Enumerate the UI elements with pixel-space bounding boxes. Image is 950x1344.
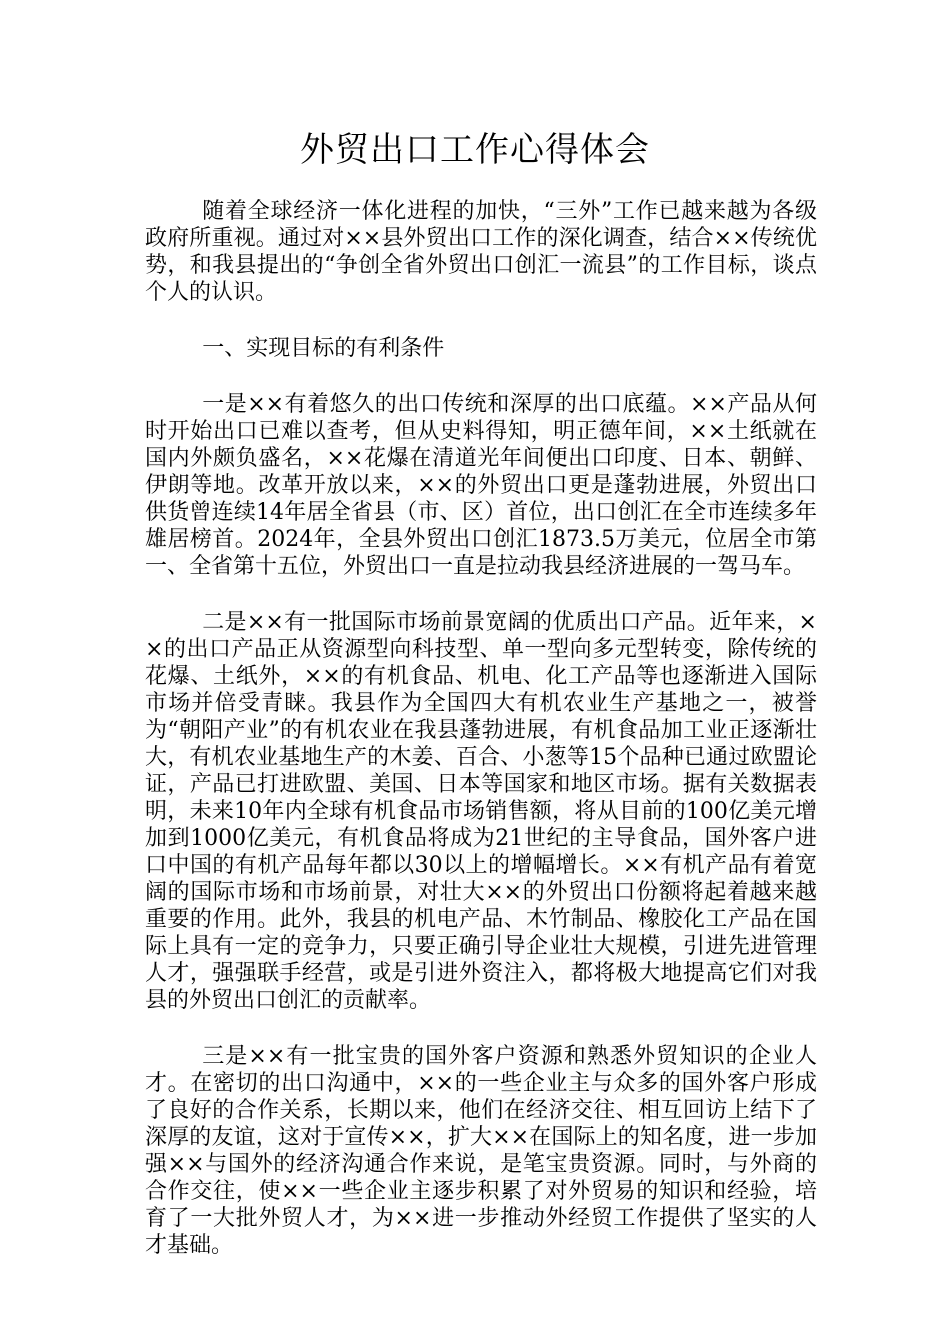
paragraph-point-2: 二是××有一批国际市场前景宽阔的优质出口产品。近年来，××的出口产品正从资源型向科技型、单一型向多元型转变，除传统的花爆、土纸外，××的有机食品、机电、化工产品等也逐渐进入国际市场并倍受青睐。我县作为全国四大有机农业生产基地之一，被誉为“朝阳产业”的有机农业在我县蓬勃进展，有机食品加工业正逐渐壮大，有机农业基地生产的木姜、百合、小葱等15个品种已通过欧盟论证，产品已打进欧盟、美国、日本等国家和地区市场。据有关数据表明，未来10年内全球有机食品市场销售额，将从目前的100亿美元增加到1000亿美元，有机食品将成为21世纪的主导食品，国外客户进口中国的有机产品每年都以30以上的增幅增长。××有机产品有着宽阔的国际市场和市场前景，对壮大××的外贸出口份额将起着越来越重要的作用。此外，我县的机电产品、木竹制品、橡胶化工产品在国际上具有一定的竞争力，只要正确引导企业壮大规模，引进先进管理人才，强强联手经营，或是引进外资注入，都将极大地提高它们对我县的外贸出口创汇的贡献率。 [145, 610, 817, 1013]
paragraph-point-1: 一是××有着悠久的出口传统和深厚的出口底蕴。××产品从何时开始出口已难以查考，但从史料得知，明正德年间，××土纸就在国内外颇负盛名，××花爆在清道光年间便出口印度、日本、朝鲜、伊朗等地。改革开放以来，××的外贸出口更是蓬勃进展，外贸出口供货曾连续14年居全省县（市、区）首位，出口创汇在全市连续多年雄居榜首。2024年，全县外贸出口创汇1873.5万美元，位居全市第一、全省第十五位，外贸出口一直是拉动我县经济进展的一驾马车。 [145, 392, 817, 579]
paragraph-point-3: 三是××有一批宝贵的国外客户资源和熟悉外贸知识的企业人才。在密切的出口沟通中，××的一些企业主与众多的国外客户形成了良好的合作关系，长期以来，他们在经济交往、相互回访上结下了深厚的友谊，这对于宣传××，扩大××在国际上的知名度，进一步加强××与国外的经济沟通合作来说，是笔宝贵资源。同时，与外商的合作交往，使××一些企业主逐步积累了对外贸易的知识和经验，培育了一大批外贸人才，为××进一步推动外经贸工作提供了坚实的人才基础。 [145, 1044, 817, 1258]
document-body [145, 198, 817, 1288]
document-title: 外贸出口工作心得体会 [300, 130, 650, 170]
section-heading: 一、实现目标的有利条件 [202, 336, 445, 361]
intro-paragraph: 随着全球经济一体化进程的加快，“三外”工作已越来越为各级政府所重视。通过对××县外贸出口工作的深化调查，结合××传统优势，和我县提出的“争创全省外贸出口创汇一流县”的工作目标，谈点个人的认识。 [145, 199, 817, 305]
